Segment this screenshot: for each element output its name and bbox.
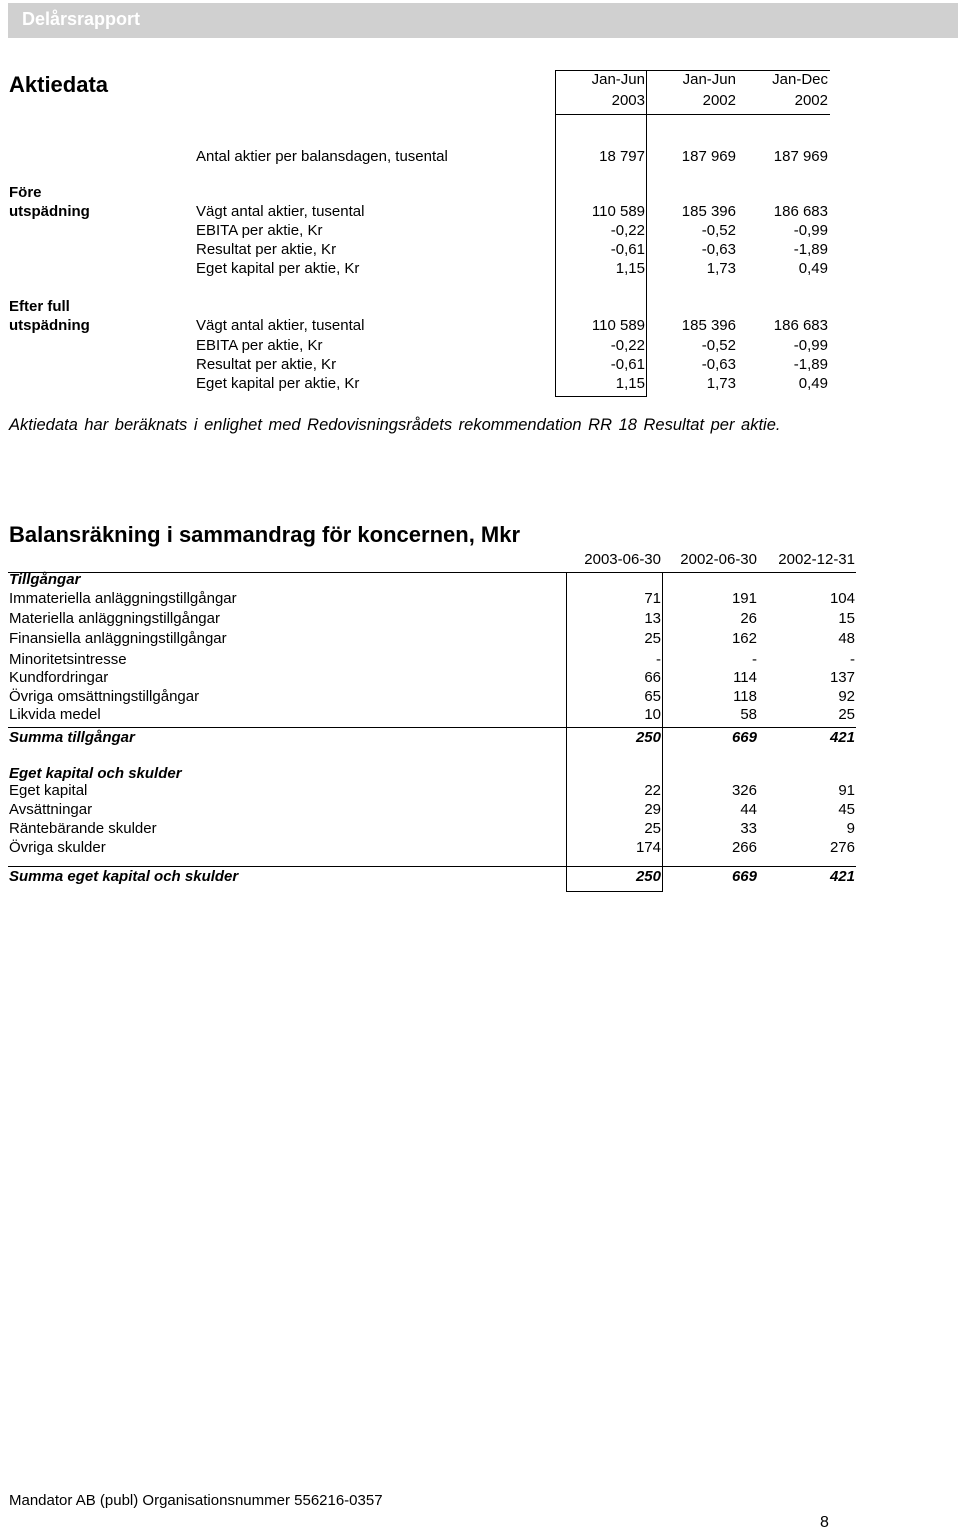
row-value: 185 396 bbox=[681, 317, 736, 334]
balance-header-rule bbox=[8, 572, 856, 573]
row-value: 25 bbox=[838, 706, 855, 723]
aktiedata-header-rule bbox=[555, 114, 830, 115]
group-label-before-line1: Före bbox=[9, 184, 42, 201]
row-label: Eget kapital per aktie, Kr bbox=[196, 260, 360, 277]
row-label: Immateriella anläggningstillgångar bbox=[9, 590, 237, 607]
row-value: 9 bbox=[846, 820, 855, 837]
row-label: Resultat per aktie, Kr bbox=[196, 241, 337, 258]
row-value: 104 bbox=[829, 590, 855, 607]
row-value: -0,99 bbox=[793, 222, 828, 239]
row-label: Materiella anläggningstillgångar bbox=[9, 610, 220, 627]
row-label: Övriga skulder bbox=[9, 839, 106, 856]
row-value: 110 589 bbox=[591, 317, 645, 334]
row-value: - bbox=[752, 651, 757, 668]
footer-text: Mandator AB (publ) Organisationsnummer 556216-0357 bbox=[9, 1492, 383, 1509]
balance-assets-total-rule bbox=[8, 727, 856, 728]
row-value: 185 396 bbox=[681, 203, 736, 220]
row-value: -0,52 bbox=[701, 337, 736, 354]
row-value: 48 bbox=[838, 630, 855, 647]
row-value: 421 bbox=[829, 729, 855, 746]
page-number: 8 bbox=[820, 1514, 829, 1530]
row-value: 118 bbox=[733, 688, 757, 705]
row-label: Resultat per aktie, Kr bbox=[196, 356, 337, 373]
row-label: Summa tillgångar bbox=[9, 729, 135, 746]
row-value: 266 bbox=[731, 839, 757, 856]
group-label-after-line2: utspädning bbox=[9, 317, 90, 334]
row-value: 191 bbox=[731, 590, 757, 607]
row-value: -0,63 bbox=[701, 356, 736, 373]
row-value: 669 bbox=[731, 729, 757, 746]
row-label: Minoritetsintresse bbox=[9, 651, 127, 668]
header-bar bbox=[8, 3, 958, 38]
row-label: Avsättningar bbox=[9, 801, 93, 818]
row-label: Finansiella anläggningstillgångar bbox=[9, 630, 227, 647]
row-label: Eget kapital bbox=[9, 782, 88, 799]
row-value: 186 683 bbox=[773, 317, 828, 334]
col-header-2: 2002-06-30 bbox=[680, 551, 757, 568]
col-header-3: 2002-12-31 bbox=[778, 551, 855, 568]
row-value: -1,89 bbox=[793, 241, 828, 258]
row-value: 187 969 bbox=[773, 148, 828, 165]
row-label: Likvida medel bbox=[9, 706, 101, 723]
col-header-1: 2003-06-30 bbox=[584, 551, 661, 568]
row-value: 65 bbox=[644, 688, 661, 705]
row-value: -0,63 bbox=[701, 241, 736, 258]
row-value: 13 bbox=[644, 610, 661, 627]
row-value: 1,73 bbox=[706, 375, 736, 392]
row-label: Vägt antal aktier, tusental bbox=[196, 317, 365, 334]
row-value: 1,15 bbox=[615, 260, 645, 277]
col-header-2-line2: 2002 bbox=[702, 92, 736, 109]
row-value: 669 bbox=[731, 868, 757, 885]
equity-heading: Eget kapital och skulder bbox=[9, 765, 182, 782]
group-label-after-line1: Efter full bbox=[9, 298, 70, 315]
col-header-3-line1: Jan-Dec bbox=[772, 71, 828, 88]
row-value: 1,73 bbox=[706, 260, 736, 277]
balance-equity-total-rule bbox=[8, 866, 856, 867]
row-label: Eget kapital per aktie, Kr bbox=[196, 375, 360, 392]
row-value: -0,99 bbox=[793, 337, 828, 354]
row-value: 25 bbox=[644, 630, 661, 647]
row-value: 186 683 bbox=[773, 203, 828, 220]
row-value: 0,49 bbox=[798, 375, 828, 392]
row-label: Vägt antal aktier, tusental bbox=[196, 203, 365, 220]
row-value: 58 bbox=[740, 706, 757, 723]
row-value: 1,15 bbox=[615, 375, 645, 392]
row-label: Summa eget kapital och skulder bbox=[9, 868, 239, 885]
group-label-before-line2: utspädning bbox=[9, 203, 90, 220]
row-value: 276 bbox=[829, 839, 855, 856]
row-value: 326 bbox=[731, 782, 757, 799]
row-value: -0,22 bbox=[610, 337, 645, 354]
col-header-1-line1: Jan-Jun bbox=[591, 71, 645, 88]
aktiedata-title: Aktiedata bbox=[9, 72, 109, 97]
row-value: 45 bbox=[838, 801, 855, 818]
row-value: 250 bbox=[635, 868, 661, 885]
row-value: 66 bbox=[644, 669, 661, 686]
row-value: 29 bbox=[644, 801, 661, 818]
row-value: 0,49 bbox=[798, 260, 828, 277]
row-label: EBITA per aktie, Kr bbox=[196, 337, 323, 354]
row-value: 187 969 bbox=[681, 148, 736, 165]
col-header-2-line1: Jan-Jun bbox=[682, 71, 736, 88]
row-value: 26 bbox=[740, 610, 757, 627]
balance-title: Balansräkning i sammandrag för koncernen, Mkr bbox=[9, 522, 521, 547]
row-value: 91 bbox=[838, 782, 855, 799]
row-value: 162 bbox=[731, 630, 757, 647]
row-value: - bbox=[656, 651, 661, 668]
row-value: 174 bbox=[635, 839, 661, 856]
row-label: EBITA per aktie, Kr bbox=[196, 222, 323, 239]
row-value: -1,89 bbox=[793, 356, 828, 373]
row-label: Kundfordringar bbox=[9, 669, 109, 686]
aktiedata-note: Aktiedata har beräknats i enlighet med Redovisningsrådets rekommendation RR 18 Resultat per aktie. bbox=[9, 416, 781, 434]
row-value: -0,22 bbox=[610, 222, 645, 239]
row-value: -0,61 bbox=[610, 356, 645, 373]
row-label: Antal aktier per balansdagen, tusental bbox=[196, 148, 448, 165]
row-value: 33 bbox=[740, 820, 757, 837]
row-value: 250 bbox=[635, 729, 661, 746]
assets-heading: Tillgångar bbox=[9, 571, 81, 588]
col-header-1-line2: 2003 bbox=[611, 92, 645, 109]
row-value: 44 bbox=[740, 801, 757, 818]
row-value: 25 bbox=[644, 820, 661, 837]
row-label: Räntebärande skulder bbox=[9, 820, 157, 837]
row-value: 421 bbox=[829, 868, 855, 885]
row-value: -0,52 bbox=[701, 222, 736, 239]
row-value: 114 bbox=[733, 669, 757, 686]
row-value: - bbox=[850, 651, 855, 668]
row-value: 71 bbox=[644, 590, 661, 607]
row-value: 10 bbox=[644, 706, 661, 723]
col-header-3-line2: 2002 bbox=[794, 92, 828, 109]
row-value: 92 bbox=[838, 688, 855, 705]
row-value: -0,61 bbox=[610, 241, 645, 258]
header-title: Delårsrapport bbox=[22, 9, 141, 29]
row-value: 137 bbox=[829, 669, 855, 686]
row-label: Övriga omsättningstillgångar bbox=[9, 688, 200, 705]
row-value: 110 589 bbox=[591, 203, 645, 220]
row-value: 22 bbox=[644, 782, 661, 799]
row-value: 15 bbox=[838, 610, 855, 627]
row-value: 18 797 bbox=[599, 148, 645, 165]
